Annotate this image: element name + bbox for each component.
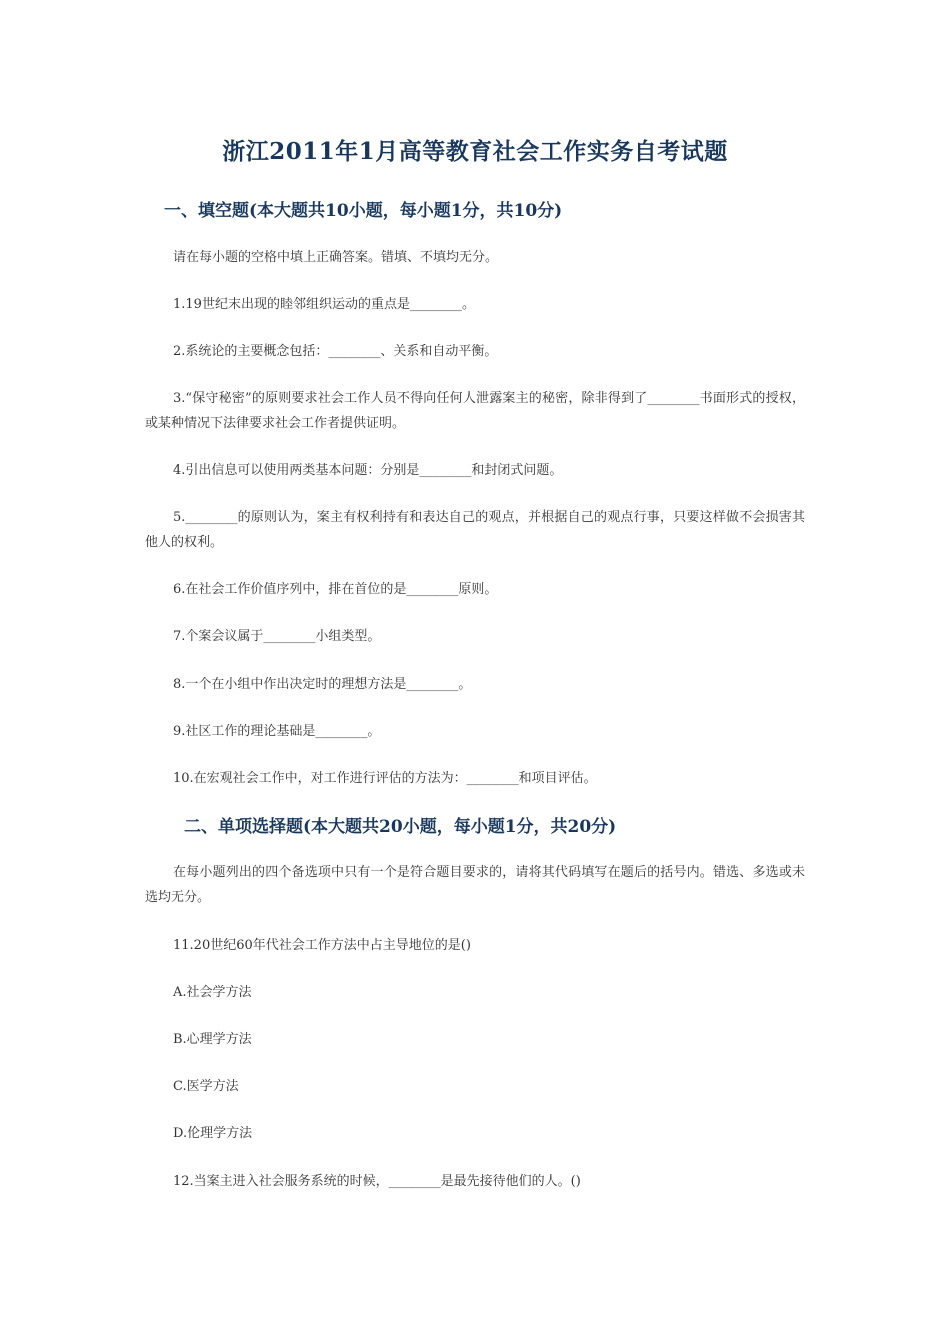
question-item: 2.系统论的主要概念包括：________、关系和自动平衡。 [173, 344, 498, 359]
section-heading-single-choice: 二、单项选择题(本大题共20小题，每小题1分，共20分) [184, 817, 617, 837]
question-item: 6.在社会工作价值序列中，排在首位的是________原则。 [173, 582, 498, 597]
question-item: 12.当案主进入社会服务系统的时候，________是最先接待他们的人。() [173, 1174, 581, 1189]
question-item: 7.个案会议属于________小组类型。 [173, 629, 381, 644]
question-item: 11.20世纪60年代社会工作方法中占主导地位的是() [173, 938, 471, 953]
section-heading-fill-in: 一、填空题(本大题共10小题，每小题1分，共10分) [164, 201, 563, 221]
answer-option: D.伦理学方法 [173, 1126, 253, 1141]
question-item: 10.在宏观社会工作中，对工作进行评估的方法为：________和项目评估。 [173, 771, 597, 786]
section-instruction: 在每小题列出的四个备选项中只有一个是符合题目要求的，请将其代码填写在题后的括号内。错选、多选或未选均无分。 [145, 865, 805, 905]
question-item: 1.19世纪末出现的睦邻组织运动的重点是________。 [173, 297, 475, 312]
question-item: 3.“保守秘密”的原则要求社会工作人员不得向任何人泄露案主的秘密，除非得到了________书面形式的授权，或某种情况下法律要求社会工作者提供证明。 [145, 391, 805, 431]
question-item: 4.引出信息可以使用两类基本问题：分别是________和封闭式问题。 [173, 463, 563, 478]
question-item: 8.一个在小组中作出决定时的理想方法是________。 [173, 677, 472, 692]
question-item: 5.________的原则认为，案主有权利持有和表达自己的观点，并根据自己的观点行事，只要这样做不会损害其他人的权利。 [145, 510, 805, 550]
answer-option: A.社会学方法 [173, 985, 252, 1000]
answer-option: B.心理学方法 [173, 1032, 252, 1047]
section-instruction: 请在每小题的空格中填上正确答案。错填、不填均无分。 [173, 250, 499, 265]
question-item: 9.社区工作的理论基础是________。 [173, 724, 381, 739]
document-title: 浙江2011年1月高等教育社会工作实务自考试题 [222, 138, 728, 165]
answer-option: C.医学方法 [173, 1079, 239, 1094]
